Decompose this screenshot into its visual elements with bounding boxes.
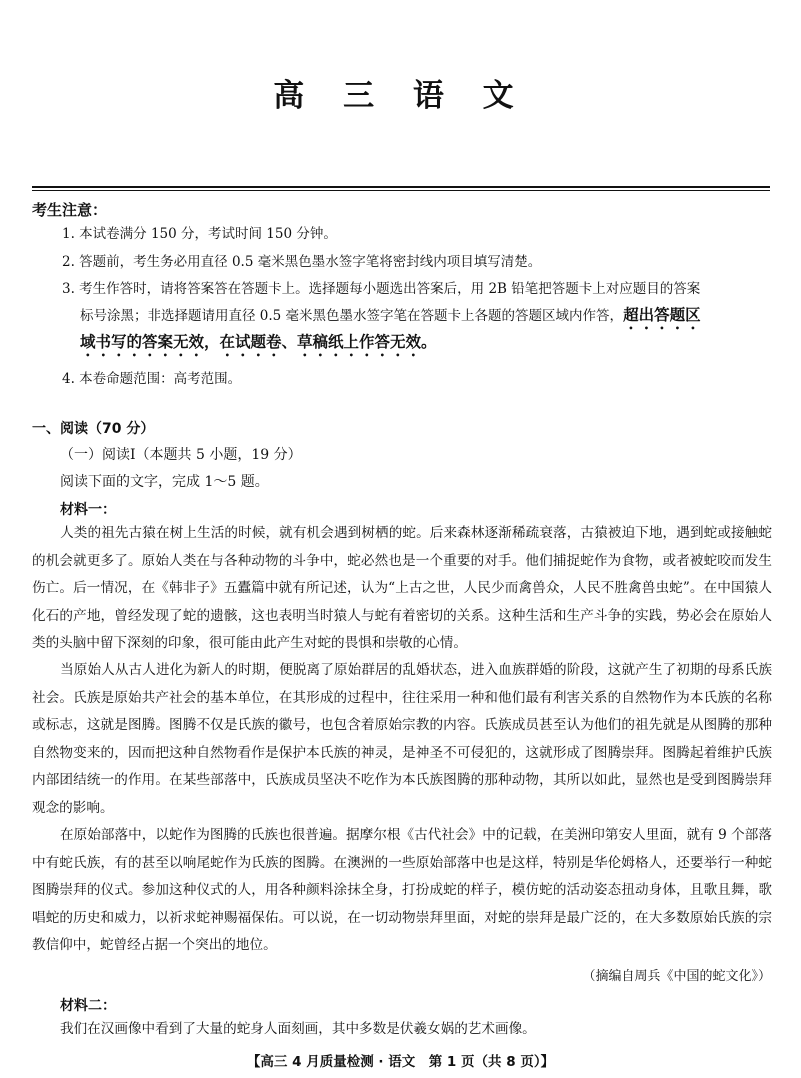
notice-item-1: 1. 本试卷满分 150 分，考试时间 150 分钟。: [62, 226, 337, 242]
notice-item-3-emphasis-start: 超出答题区: [623, 306, 701, 324]
header-rule-thick: [32, 186, 770, 188]
section-heading: 一、阅读（70 分）: [32, 421, 155, 437]
paragraph-4-text: 我们在汉画像中看到了大量的蛇身人面刻画，其中多数是伏羲女娲的艺术画像。: [60, 1021, 536, 1037]
page-title: 高 三 语 文: [273, 78, 528, 114]
notice-item-3-emphasis-end: 域书写的答案无效，在试题卷、草稿纸上作答无效。: [80, 333, 437, 351]
page-footer: 【高三 4 月质量检测 · 语文 第 1 页（共 8 页）】: [246, 1054, 555, 1070]
subsection-heading: （一）阅读Ⅰ（本题共 5 小题，19 分）: [60, 447, 302, 463]
notice-item-3-line-1: 3. 考生作答时，请将答案答在答题卡上。选择题每小题选出答案后，用 2B 铅笔把答题卡上对应题目的答案: [62, 281, 701, 297]
material-1-label: 材料一：: [60, 502, 116, 518]
paragraph-4: [32, 1016, 772, 1044]
source-citation: （摘编自周兵《中国的蛇文化》）: [582, 969, 771, 984]
notice-item-3-text: 标号涂黑；非选择题请用直径 0.5 毫米黑色墨水签字笔在答题卡上各题的答题区域内作答，: [80, 308, 624, 324]
notice-item-2: 2. 答题前，考生务必用直径 0.5 毫米黑色墨水签字笔将密封线内项目填写清楚。: [62, 254, 542, 270]
paragraph-1: [32, 520, 772, 658]
paragraph-2: [32, 657, 772, 823]
notice-item-4: 4. 本卷命题范围：高考范围。: [62, 371, 242, 387]
notice-heading: 考生注意：: [32, 201, 108, 219]
notice-item-3-line-2: [80, 303, 701, 333]
paragraph-3: [32, 822, 772, 960]
notice-item-3-line-3: [80, 330, 437, 360]
paragraph-2-text: 当原始人从古人进化为新人的时期，便脱离了原始群居的乱婚状态，进入血族群婚的阶段，这就产生了初期的母系氏族社会。氏族是原始共产社会的基本单位，在其形成的过程中，往往采用一种和他们最有利害关系的自然物作为本氏族的名称或标志，这就是图腾。图腾不仅是氏族的徽号，也包含着原始宗教的内容。氏族成员甚至认为他们的祖先就是从图腾的那种自然物变来的，因而把这种自然物看作是保护本氏族的神灵，是神圣不可侵犯的，这就形成了图腾崇拜。图腾起着维护氏族内部团结统一的作用。在某些部落中，氏族成员坚决不吃作为本氏族图腾的那种动物，其所以如此，显然也是受到图腾崇拜观念的影响。: [32, 662, 772, 816]
material-2-label: 材料二：: [60, 998, 116, 1014]
instruction-text: 阅读下面的文字，完成 1～5 题。: [60, 474, 269, 490]
header-rule-thin: [32, 190, 770, 191]
paragraph-3-text: 在原始部落中，以蛇作为图腾的氏族也很普遍。据摩尔根《古代社会》中的记载，在美洲印第安人里面，就有 9 个部落中有蛇氏族，有的甚至以响尾蛇作为氏族的图腾。在澳洲的一些原始部落中也是这样，特别是华伦姆格人，还要举行一种蛇图腾崇拜的仪式。参加这种仪式的人，用各种颜料涂抹全身，打扮成蛇的样子，模仿蛇的活动姿态扭动身体，且歌且舞，歌唱蛇的历史和威力，以祈求蛇神赐福保佑。可以说，在一切动物崇拜里面，对蛇的崇拜是最广泛的，在大多数原始氏族的宗教信仰中，蛇曾经占据一个突出的地位。: [32, 827, 772, 954]
paragraph-1-text: 人类的祖先古猿在树上生活的时候，就有机会遇到树栖的蛇。后来森林逐渐稀疏衰落，古猿被迫下地，遇到蛇或接触蛇的机会就更多了。原始人类在与各种动物的斗争中，蛇必然也是一个重要的对手。他们捕捉蛇作为食物，或者被蛇咬而发生伤亡。后一情况，在《韩非子》五蠹篇中就有所记述，认为“上古之世，人民少而禽兽众，人民不胜禽兽虫蛇”。在中国猿人化石的产地，曾经发现了蛇的遗骸，这也表明当时猿人与蛇有着密切的关系。这种生活和生产斗争的实践，势必会在原始人类的头脑中留下深刻的印象，很可能由此产生对蛇的畏惧和崇敬的心情。: [32, 525, 772, 652]
